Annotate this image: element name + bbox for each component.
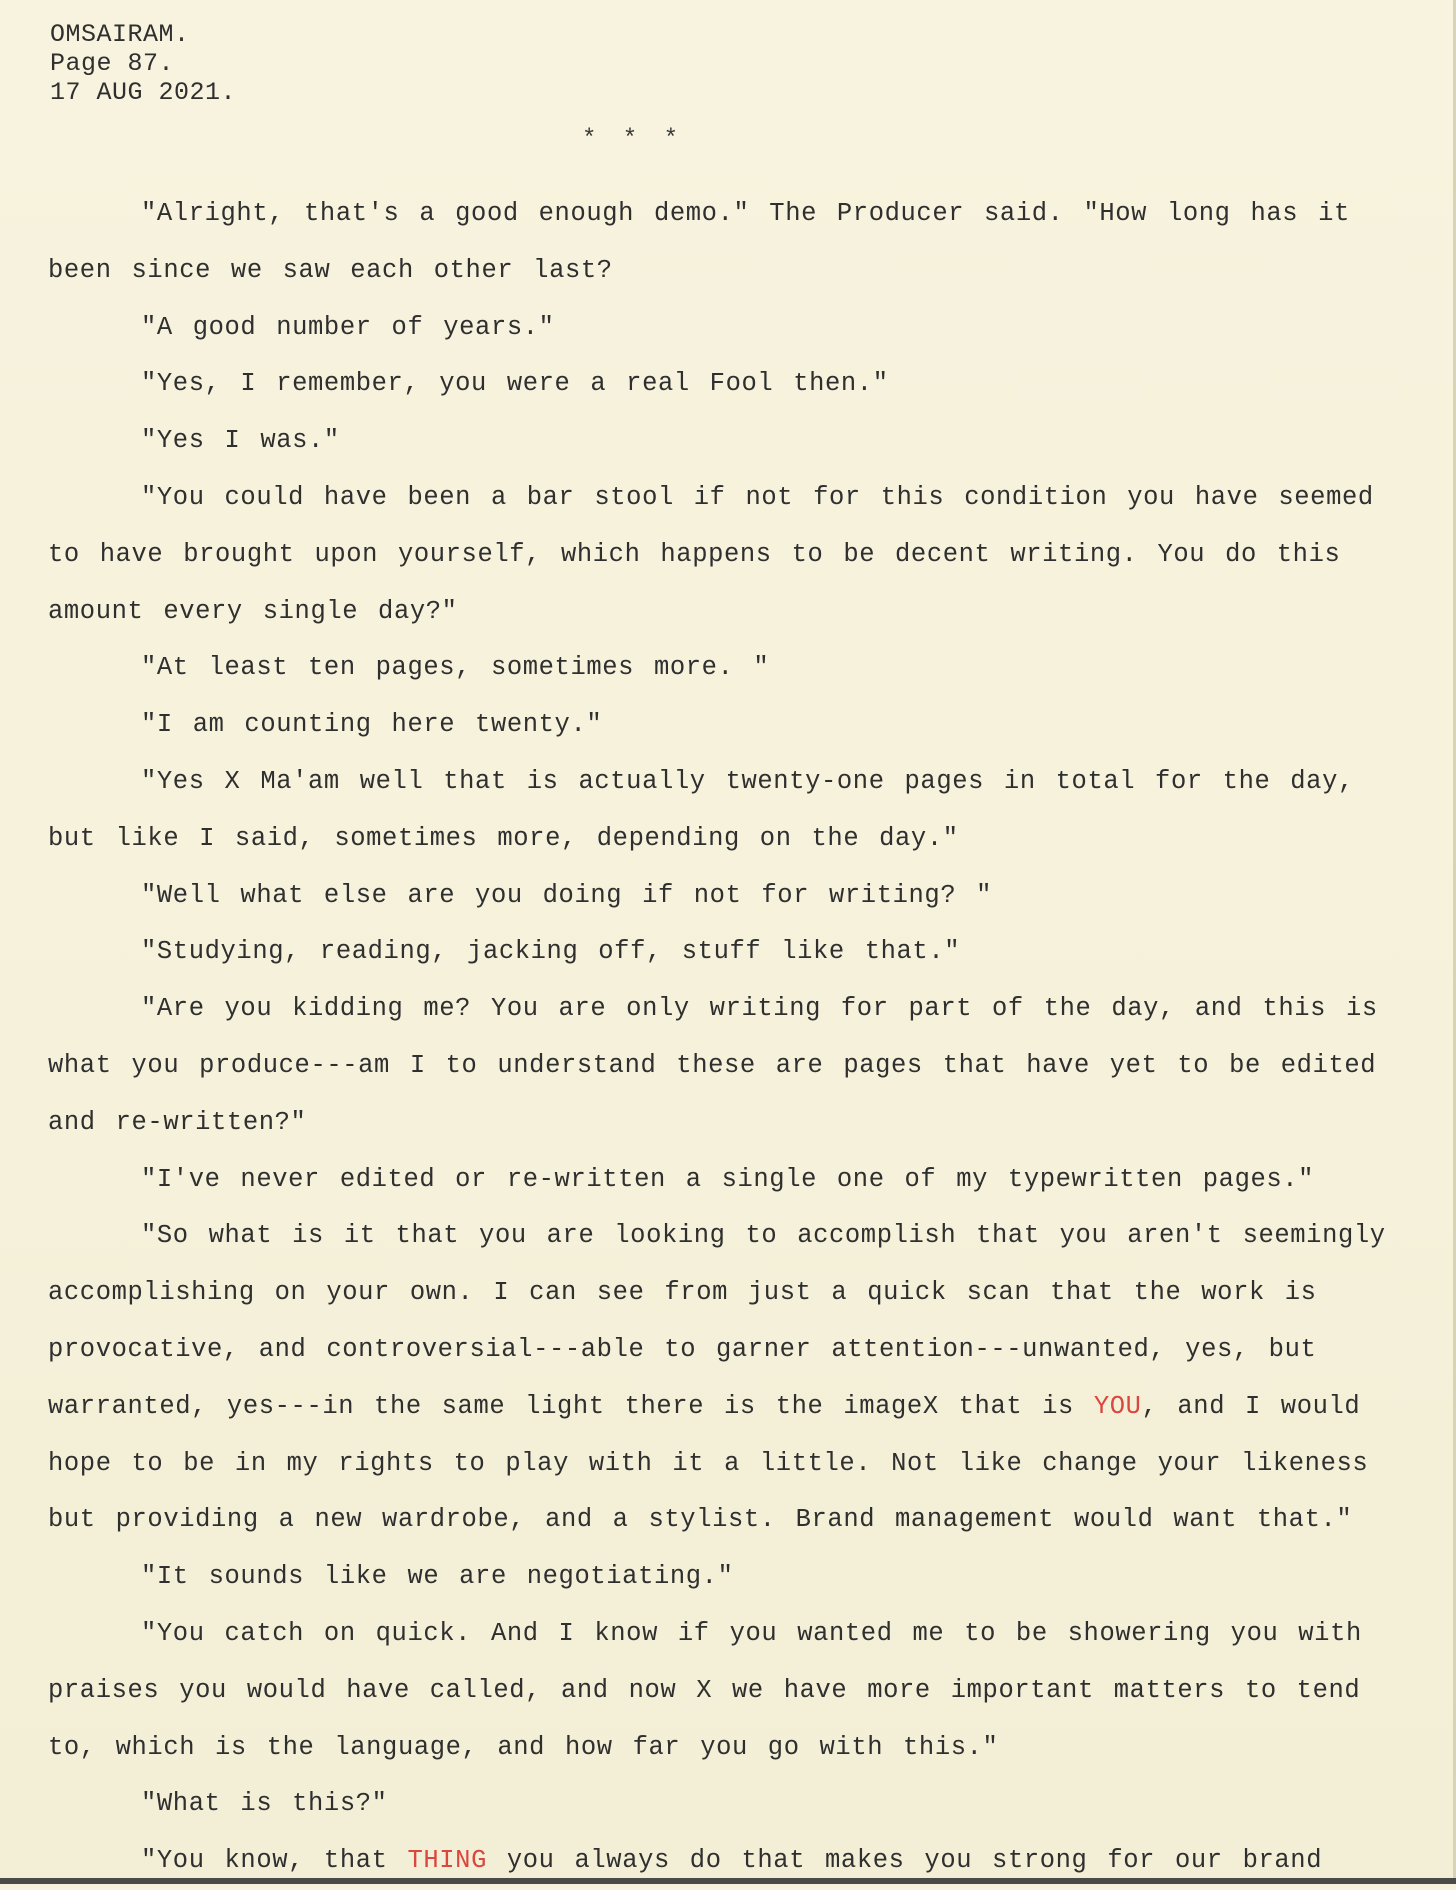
section-separator: * * *: [582, 126, 685, 153]
text-segment: "Studying, reading, jacking off, stuff like that.": [141, 937, 961, 967]
text-line: [48, 1095, 1428, 1152]
text-line: [48, 1208, 1428, 1265]
text-segment: "You know, that: [141, 1846, 408, 1876]
text-segment: "A good number of years.": [141, 312, 555, 342]
text-segment: "I've never edited or re-written a single one of my typewritten pages.": [141, 1164, 1315, 1194]
header-title: OMSAIRAM.: [50, 20, 190, 49]
text-line: [48, 1379, 1428, 1436]
text-segment: provocative, and controversial---able to garner attention---unwanted, yes, but: [48, 1334, 1317, 1364]
text-segment: to have brought upon yourself, which happens to be decent writing. You do this: [48, 539, 1341, 569]
text-segment: warranted, yes---in the same light there is the imageX that is: [48, 1391, 1094, 1421]
text-line: [48, 300, 1428, 357]
text-segment: hope to be in my rights to play with it a little. Not like change your likeness: [48, 1448, 1369, 1478]
text-segment: but providing a new wardrobe, and a stylist. Brand management would want that.": [48, 1505, 1353, 1535]
text-line: [48, 413, 1428, 470]
text-line: [48, 1606, 1428, 1663]
text-line: [48, 1663, 1428, 1720]
text-segment: "It sounds like we are negotiating.": [141, 1562, 734, 1592]
text-line: [48, 1038, 1428, 1095]
text-line: [48, 1776, 1428, 1833]
text-line: [48, 243, 1428, 300]
text-segment: "So what is it that you are looking to accomplish that you aren't seemingly: [141, 1221, 1386, 1251]
text-line: [48, 1492, 1428, 1549]
text-line: [48, 527, 1428, 584]
text-line: [48, 697, 1428, 754]
text-segment: "Yes X Ma'am well that is actually twenty-one pages in total for the day,: [141, 766, 1354, 796]
text-line: [48, 868, 1428, 925]
text-segment: "At least ten pages, sometimes more. ": [141, 653, 770, 683]
text-line: [48, 1436, 1428, 1493]
text-line: [48, 1265, 1428, 1322]
text-segment: "You could have been a bar stool if not for this condition you have seemed: [141, 482, 1374, 512]
text-segment: praises you would have called, and now X we have more important matters to tend: [48, 1675, 1361, 1705]
text-segment: "I am counting here twenty.": [141, 710, 603, 740]
text-segment: "Alright, that's a good enough demo." The Producer said. "How long has it: [141, 199, 1350, 228]
text-segment: you always do that makes you strong for our brand: [486, 1846, 1323, 1876]
text-line: [48, 1720, 1428, 1777]
text-line: [48, 1322, 1428, 1379]
page-header: [50, 20, 236, 107]
red-emphasis-text: THING: [407, 1846, 487, 1876]
text-line: [48, 811, 1428, 868]
text-segment: "Yes I was.": [141, 426, 340, 456]
text-segment: "You catch on quick. And I know if you wanted me to be showering you with: [141, 1618, 1362, 1648]
text-line: [48, 924, 1428, 981]
text-segment: to, which is the language, and how far you go with this.": [48, 1732, 999, 1762]
text-line: [48, 1152, 1428, 1209]
text-segment: and re-written?": [48, 1107, 307, 1137]
text-segment: what you produce---am I to understand these are pages that have yet to be edited: [48, 1050, 1377, 1080]
text-segment: accomplishing on your own. I can see from just a quick scan that the work is: [48, 1278, 1317, 1308]
text-segment: "Well what else are you doing if not for writing? ": [141, 880, 993, 910]
text-line: [48, 584, 1428, 641]
text-line: [48, 981, 1428, 1038]
header-date: 17 AUG 2021.: [50, 78, 237, 107]
text-line: [48, 356, 1428, 413]
text-line: [48, 186, 1428, 243]
text-line: [48, 470, 1428, 527]
text-segment: amount every single day?": [48, 596, 458, 626]
text-segment: "What is this?": [141, 1789, 388, 1819]
text-segment: but like I said, sometimes more, depending on the day.": [48, 823, 959, 853]
header-page-number: Page 87.: [50, 49, 175, 78]
manuscript-body: [48, 186, 1428, 1890]
text-line: [48, 1549, 1428, 1606]
text-line: [48, 640, 1428, 697]
text-segment: "Are you kidding me? You are only writing for part of the day, and this is: [141, 994, 1378, 1024]
text-segment: "Yes, I remember, you were a real Fool then.": [141, 369, 889, 399]
page-bottom-edge: [0, 1878, 1456, 1884]
text-segment: been since we saw each other last?: [48, 255, 613, 285]
text-line: [48, 754, 1428, 811]
text-segment: , and I would: [1141, 1391, 1361, 1421]
red-emphasis-text: YOU: [1093, 1391, 1142, 1421]
